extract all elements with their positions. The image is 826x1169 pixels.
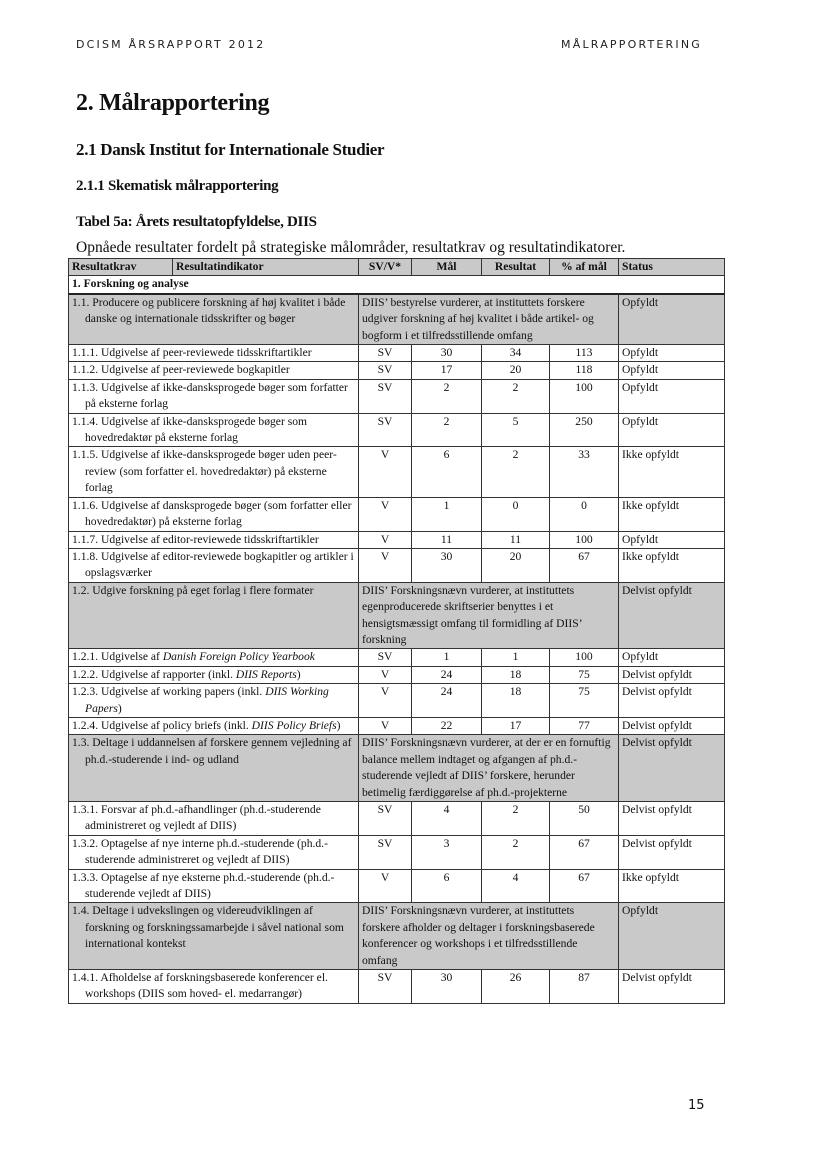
requirement-status: Opfyldt xyxy=(619,903,725,970)
resultat-cell: 26 xyxy=(482,970,550,1004)
pct-cell: 75 xyxy=(550,666,619,683)
chapter-title: 2. Målrapportering xyxy=(76,90,270,116)
running-header-left: DCISM ÅRSRAPPORT 2012 xyxy=(76,38,266,51)
subsection-title: 2.1.1 Skematisk målrapportering xyxy=(76,178,279,194)
requirement-indicator: DIIS’ Forskningsnævn vurderer, at der er en fornuftig balance mellem indtaget og afgangen af ph.d.-studerende vejledt af DIIS’ forskere, herunder betimelig færdiggørelse af ph.d.-projekterne xyxy=(359,735,619,802)
status-cell: Delvist opfyldt xyxy=(619,684,725,718)
table-subtitle: Opnåede resultater fordelt på strategiske målområder, resultatkrav og resultatindikatorer. xyxy=(76,239,626,256)
resultat-cell: 2 xyxy=(482,835,550,869)
indicator-label-title: DIIS Reports xyxy=(235,667,297,681)
indicator-row xyxy=(69,413,725,447)
indicator-label-title: Danish Foreign Policy Yearbook xyxy=(162,650,315,664)
col-header-status: Status xyxy=(619,259,725,276)
indicator-label-text: 1.2.1. Udgivelse af xyxy=(72,650,163,664)
requirement-row xyxy=(69,903,725,970)
indicator-label: 1.1.5. Udgivelse af ikke-dansksprogede bøger uden peer-review (som forfatter el. hovedredaktør) på eksterne forlag xyxy=(69,447,359,497)
indicator-row xyxy=(69,666,725,683)
results-table xyxy=(68,258,725,1004)
sv-cell: SV xyxy=(359,413,412,447)
requirement-indicator: DIIS’ Forskningsnævn vurderer, at instituttets forskere afholder og deltager i forskningsbaserede konferencer og workshops i et tilfredsstillende omfang xyxy=(359,903,619,970)
requirement-text: 1.1. Producere og publicere forskning af høj kvalitet i både danske og internationale tidsskrifter og bøger xyxy=(69,294,359,345)
sv-cell: SV xyxy=(359,649,412,666)
pct-cell: 0 xyxy=(550,497,619,531)
requirement-indicator: DIIS’ Forskningsnævn vurderer, at instituttets egenproducerede skriftserier benyttes i et hensigtsmæssigt omfang til formidling af DIIS’ forskning xyxy=(359,582,619,649)
requirement-status: Delvist opfyldt xyxy=(619,735,725,802)
pct-cell: 100 xyxy=(550,649,619,666)
pct-cell: 77 xyxy=(550,717,619,734)
resultat-cell: 4 xyxy=(482,869,550,903)
indicator-label-suffix: ) xyxy=(296,667,301,681)
requirement-indicator: DIIS’ bestyrelse vurderer, at instituttets forskere udgiver forskning af høj kvalitet i både artikel- og bogform i et tilfredsstillende omfang xyxy=(359,294,619,345)
pct-cell: 250 xyxy=(550,413,619,447)
indicator-label-text: 1.2.3. Udgivelse af working papers (inkl. xyxy=(72,685,266,699)
maal-cell: 24 xyxy=(412,666,482,683)
indicator-label: 1.1.1. Udgivelse af peer-reviewede tidsskriftartikler xyxy=(69,345,359,362)
sv-cell: V xyxy=(359,666,412,683)
sv-cell: V xyxy=(359,548,412,582)
page-number: 15 xyxy=(688,1098,705,1113)
section-title: 2.1 Dansk Institut for Internationale Studier xyxy=(76,140,385,159)
indicator-row xyxy=(69,345,725,362)
col-header-resultatindikator: Resultatindikator xyxy=(173,259,359,276)
sv-cell: SV xyxy=(359,835,412,869)
requirement-row xyxy=(69,582,725,649)
maal-cell: 6 xyxy=(412,869,482,903)
sv-cell: SV xyxy=(359,379,412,413)
section-label: 1. Forskning og analyse xyxy=(69,276,725,294)
indicator-row xyxy=(69,497,725,531)
col-header-sv: SV/V* xyxy=(359,259,412,276)
maal-cell: 24 xyxy=(412,684,482,718)
section-row xyxy=(69,276,725,294)
sv-cell: V xyxy=(359,447,412,497)
sv-cell: V xyxy=(359,531,412,548)
maal-cell: 3 xyxy=(412,835,482,869)
status-cell: Ikke opfyldt xyxy=(619,447,725,497)
pct-cell: 67 xyxy=(550,548,619,582)
indicator-row xyxy=(69,379,725,413)
status-cell: Opfyldt xyxy=(619,345,725,362)
table-caption: Tabel 5a: Årets resultatopfyldelse, DIIS xyxy=(76,214,317,230)
resultat-cell: 18 xyxy=(482,684,550,718)
indicator-label: 1.1.8. Udgivelse af editor-reviewede bogkapitler og artikler i opslagsværker xyxy=(69,548,359,582)
col-header-resultat: Resultat xyxy=(482,259,550,276)
indicator-label: 1.1.4. Udgivelse af ikke-dansksprogede bøger som hovedredaktør på eksterne forlag xyxy=(69,413,359,447)
status-cell: Ikke opfyldt xyxy=(619,869,725,903)
status-cell: Opfyldt xyxy=(619,413,725,447)
maal-cell: 22 xyxy=(412,717,482,734)
pct-cell: 100 xyxy=(550,531,619,548)
indicator-label: 1.4.1. Afholdelse af forskningsbaserede konferencer el. workshops (DIIS som hoved- el. medarrangør) xyxy=(69,970,359,1004)
maal-cell: 2 xyxy=(412,379,482,413)
indicator-label-title: DIIS Policy Briefs xyxy=(251,718,337,732)
indicator-label: 1.3.3. Optagelse af nye eksterne ph.d.-studerende (ph.d.-studerende vejledt af DIIS) xyxy=(69,869,359,903)
resultat-cell: 1 xyxy=(482,649,550,666)
resultat-cell: 34 xyxy=(482,345,550,362)
sv-cell: V xyxy=(359,684,412,718)
indicator-label xyxy=(69,717,359,734)
status-cell: Delvist opfyldt xyxy=(619,666,725,683)
indicator-label xyxy=(69,666,359,683)
pct-cell: 67 xyxy=(550,835,619,869)
indicator-label: 1.1.7. Udgivelse af editor-reviewede tidsskriftartikler xyxy=(69,531,359,548)
col-header-pct: % af mål xyxy=(550,259,619,276)
requirement-row xyxy=(69,735,725,802)
requirement-status: Delvist opfyldt xyxy=(619,582,725,649)
sv-cell: V xyxy=(359,869,412,903)
indicator-row xyxy=(69,869,725,903)
sv-cell: SV xyxy=(359,345,412,362)
pct-cell: 67 xyxy=(550,869,619,903)
sv-cell: V xyxy=(359,717,412,734)
indicator-row xyxy=(69,362,725,379)
status-cell: Delvist opfyldt xyxy=(619,717,725,734)
maal-cell: 17 xyxy=(412,362,482,379)
maal-cell: 11 xyxy=(412,531,482,548)
status-cell: Delvist opfyldt xyxy=(619,802,725,836)
indicator-label: 1.1.6. Udgivelse af dansksprogede bøger (som forfatter eller hovedredaktør) på eksterne forlag xyxy=(69,497,359,531)
pct-cell: 33 xyxy=(550,447,619,497)
col-header-maal: Mål xyxy=(412,259,482,276)
status-cell: Ikke opfyldt xyxy=(619,497,725,531)
indicator-row xyxy=(69,802,725,836)
requirement-text: 1.2. Udgive forskning på eget forlag i flere formater xyxy=(69,582,359,649)
status-cell: Delvist opfyldt xyxy=(619,835,725,869)
indicator-row xyxy=(69,548,725,582)
resultat-cell: 2 xyxy=(482,802,550,836)
resultat-cell: 20 xyxy=(482,548,550,582)
indicator-row xyxy=(69,447,725,497)
maal-cell: 1 xyxy=(412,497,482,531)
resultat-cell: 0 xyxy=(482,497,550,531)
indicator-row xyxy=(69,970,725,1004)
indicator-label-title: DIIS Working Papers xyxy=(85,685,329,715)
sv-cell: SV xyxy=(359,970,412,1004)
indicator-label: 1.3.2. Optagelse af nye interne ph.d.-studerende (ph.d.-studerende administreret og vejledt af DIIS) xyxy=(69,835,359,869)
maal-cell: 30 xyxy=(412,548,482,582)
pct-cell: 75 xyxy=(550,684,619,718)
pct-cell: 100 xyxy=(550,379,619,413)
running-header-right: MÅLRAPPORTERING xyxy=(561,38,702,51)
maal-cell: 30 xyxy=(412,970,482,1004)
indicator-label-text: 1.2.2. Udgivelse af rapporter (inkl. xyxy=(72,667,236,681)
requirement-text: 1.3. Deltage i uddannelsen af forskere gennem vejledning af ph.d.-studerende i ind- og udland xyxy=(69,735,359,802)
maal-cell: 4 xyxy=(412,802,482,836)
status-cell: Opfyldt xyxy=(619,649,725,666)
indicator-label-suffix: ) xyxy=(336,718,341,732)
resultat-cell: 20 xyxy=(482,362,550,379)
status-cell: Ikke opfyldt xyxy=(619,548,725,582)
resultat-cell: 17 xyxy=(482,717,550,734)
requirement-text: 1.4. Deltage i udvekslingen og videreudviklingen af forskning og forskningssamarbejde i såvel national som international kontekst xyxy=(69,903,359,970)
pct-cell: 118 xyxy=(550,362,619,379)
pct-cell: 87 xyxy=(550,970,619,1004)
indicator-row xyxy=(69,835,725,869)
maal-cell: 6 xyxy=(412,447,482,497)
pct-cell: 113 xyxy=(550,345,619,362)
resultat-cell: 5 xyxy=(482,413,550,447)
requirement-row xyxy=(69,294,725,345)
maal-cell: 1 xyxy=(412,649,482,666)
indicator-label-suffix: ) xyxy=(117,701,122,715)
indicator-label: 1.3.1. Forsvar af ph.d.-afhandlinger (ph.d.-studerende administreret og vejledt af DIIS) xyxy=(69,802,359,836)
indicator-label xyxy=(69,684,359,718)
indicator-label: 1.1.3. Udgivelse af ikke-dansksprogede bøger som forfatter på eksterne forlag xyxy=(69,379,359,413)
resultat-cell: 2 xyxy=(482,447,550,497)
sv-cell: V xyxy=(359,497,412,531)
sv-cell: SV xyxy=(359,802,412,836)
requirement-status: Opfyldt xyxy=(619,294,725,345)
sv-cell: SV xyxy=(359,362,412,379)
status-cell: Delvist opfyldt xyxy=(619,970,725,1004)
status-cell: Opfyldt xyxy=(619,531,725,548)
table-header-row xyxy=(69,259,725,276)
maal-cell: 30 xyxy=(412,345,482,362)
status-cell: Opfyldt xyxy=(619,362,725,379)
resultat-cell: 2 xyxy=(482,379,550,413)
status-cell: Opfyldt xyxy=(619,379,725,413)
pct-cell: 50 xyxy=(550,802,619,836)
col-header-resultatkrav: Resultatkrav xyxy=(69,259,173,276)
indicator-label xyxy=(69,649,359,666)
resultat-cell: 11 xyxy=(482,531,550,548)
indicator-row xyxy=(69,684,725,718)
indicator-label-text: 1.2.4. Udgivelse af policy briefs (inkl. xyxy=(72,718,252,732)
indicator-label: 1.1.2. Udgivelse af peer-reviewede bogkapitler xyxy=(69,362,359,379)
indicator-row xyxy=(69,649,725,666)
indicator-row xyxy=(69,717,725,734)
indicator-row xyxy=(69,531,725,548)
resultat-cell: 18 xyxy=(482,666,550,683)
maal-cell: 2 xyxy=(412,413,482,447)
